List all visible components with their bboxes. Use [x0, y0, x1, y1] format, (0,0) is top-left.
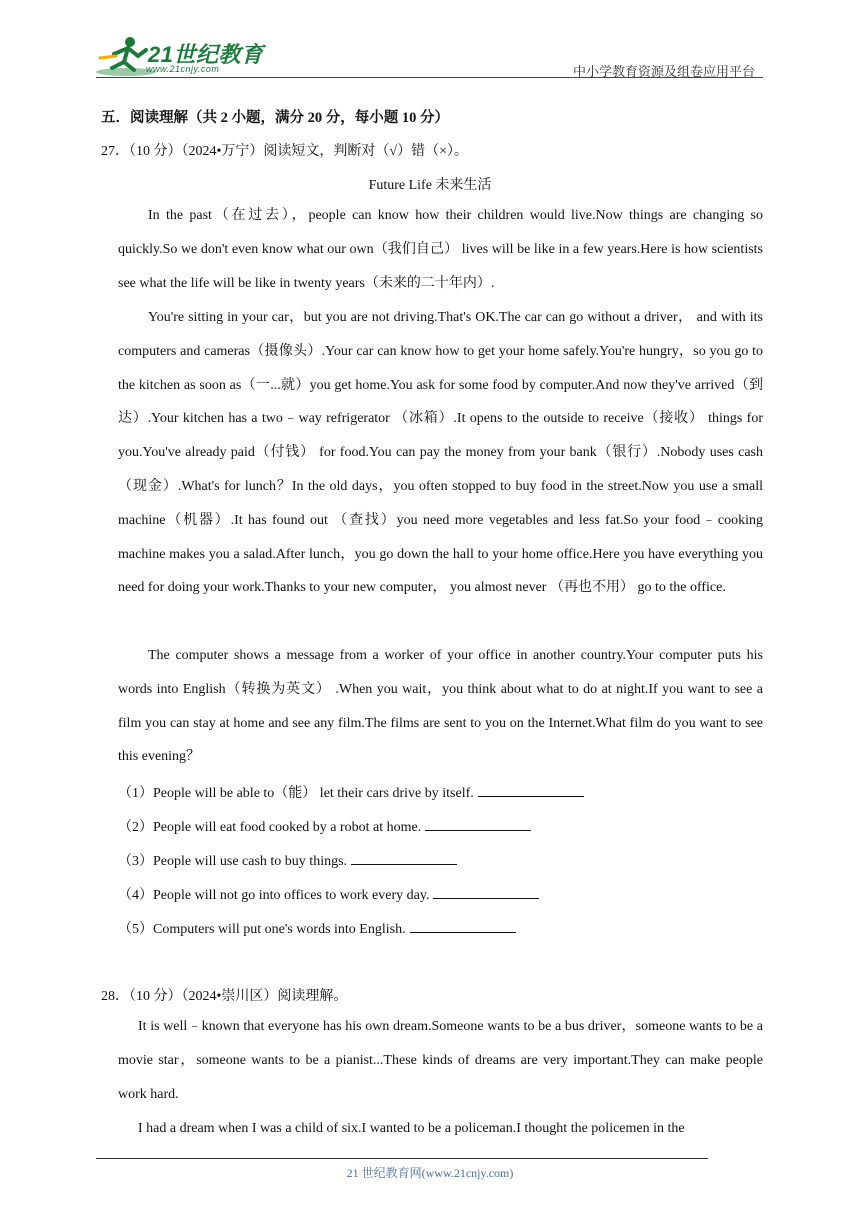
answer-blank[interactable]	[351, 852, 457, 865]
q27-paragraph: The computer shows a message from a worker of your office in another country.Your computer puts his words into English（转换为英文） .When you wait，you think about what to do at night.If you want to see a film you can stay at home and see any film.The films are sent to you on the Internet.What film do you want to see this evening？	[118, 648, 763, 765]
answer-blank[interactable]	[478, 784, 584, 797]
passage-title: Future Life 未来生活	[368, 178, 492, 193]
q27-item	[118, 816, 531, 836]
q27-item	[118, 918, 516, 938]
q27-item	[118, 884, 539, 904]
header-divider	[96, 77, 763, 78]
item-text: （5）Computers will put one's words into English.	[118, 922, 406, 937]
section-title: 五．阅读理解（共 2 小题，满分 20 分，每小题 10 分）	[101, 110, 449, 126]
q27-item	[118, 850, 457, 870]
answer-blank[interactable]	[433, 886, 539, 899]
footer-divider	[96, 1158, 708, 1159]
q28-paragraph: It is well﹣known that everyone has his own dream.Someone wants to be a bus driver，someone wants to be a movie star，someone wants to be a pianist...These kinds of dreams are very important.They can make people work hard.	[118, 1019, 763, 1102]
q27-paragraph: You're sitting in your car，but you are not driving.That's OK.The car can go without a driver， and with its computers and cameras（摄像头）.Your car can know how to get your home safely.You're hungry，so you go to the kitchen as soon as（一...就）you get home.You ask for some food by computer.And now they've arrived（到达）.Your kitchen has a two﹣way refrigerator （冰箱）.It opens to the outside to receive（接收） things for you.You've already paid（付钱） for food.You can pay the money from your bank（银行）.Nobody uses cash（现金）.What's for lunch？In the old days，you often stopped to buy food in the street.Now you use a small machine（机器）.It has found out （查找）you need more vegetables and less fat.So your food﹣cooking machine makes you a salad.After lunch，you go down the hall to your home office.Here you have everything you need for doing your work.Thanks to your new computer， you almost never （再也不用） go to the office.	[118, 310, 763, 596]
logo-text: 21世纪教育	[148, 42, 264, 67]
platform-name: 中小学教育资源及组卷应用平台	[572, 64, 755, 79]
footer-text[interactable]: 21 世纪教育网(www.21cnjy.com)	[346, 1166, 514, 1180]
q27-item	[118, 782, 584, 802]
item-text: （4）People will not go into offices to work every day.	[118, 888, 430, 903]
item-text: （2）People will eat food cooked by a robot at home.	[118, 820, 422, 835]
item-text: （1）People will be able to（能） let their cars drive by itself.	[118, 786, 474, 801]
q28-paragraph: I had a dream when I was a child of six.I wanted to be a policeman.I thought the policemen in the	[138, 1121, 685, 1136]
answer-blank[interactable]	[425, 818, 531, 831]
question-28-head: 28．（10 分）（2024•崇川区）阅读理解。	[101, 989, 348, 1004]
q27-paragraph: In the past（在过去），people can know how their children would live.Now things are changing so quickly.So we don't even know what our own（我们自己） lives will be like in a few years.Here is how scientists see what the life will be like in twenty years（未来的二十年内）.	[118, 208, 763, 291]
answer-blank[interactable]	[410, 920, 516, 933]
question-27-head: 27．（10 分）（2024•万宁）阅读短文，判断对（√）错（×）。	[101, 144, 468, 159]
logo-url: www.21cnjy.com	[146, 64, 220, 74]
item-text: （3）People will use cash to buy things.	[118, 854, 348, 869]
